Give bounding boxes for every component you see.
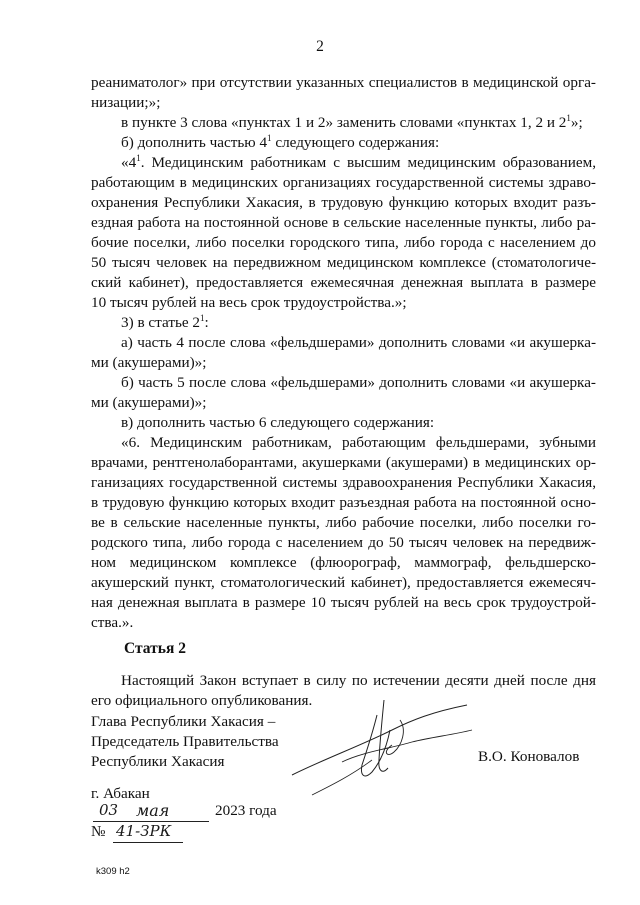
signer-name: В.О. Коновалов: [478, 748, 580, 765]
body-line: ства.».: [91, 614, 134, 631]
body-line: б) часть 5 после слова «фельдшерами» дополнить словами «и акушерка-: [121, 374, 596, 391]
body-line: реаниматолог» при отсутствии указанных специалистов в медицинской орга-: [91, 74, 596, 91]
date-year: 2023 года: [215, 802, 277, 819]
body-line: в трудовую функцию которых входит разъездная работа на постоянной осно-: [91, 494, 596, 511]
body-line: «$4^1$. Медицинским работникам с высшим медицинским образованием,: [121, 153, 596, 171]
body-line: ский кабинет), предоставляется ежемесячная денежная выплата в размере: [91, 274, 596, 291]
body-line: работающим в медицинских организациях государственной системы здраво-: [91, 174, 596, 191]
body-line: врачами, рентгенолаборантами, акушерками (акушерами) в медицинских ор-: [91, 454, 596, 471]
body-line: ная денежная выплата в размере 10 тысяч рублей на весь срок трудоустрой-: [91, 594, 596, 611]
body-line: 50 тысяч человек на передвижном медицинском комплексе (стоматологиче-: [91, 254, 596, 271]
date-day-handwritten: 03: [99, 801, 119, 819]
footer-code: k309 h2: [96, 866, 130, 877]
body-line: ганизациях государственной системы здравоохранения Республики Хакасия,: [91, 474, 596, 491]
body-line: 3) в статье $2^1$:: [121, 313, 209, 331]
body-line: его официального опубликования.: [91, 692, 313, 709]
body-line: а) часть 4 после слова «фельдшерами» дополнить словами «и акушерка-: [121, 334, 596, 351]
body-line: Настоящий Закон вступает в силу по истечении десяти дней после дня: [121, 672, 596, 689]
body-line: охранения Республики Хакасия, в трудовую функцию которых входит разъ-: [91, 194, 596, 211]
handwritten-signature-icon: [282, 690, 482, 800]
body-line: в пункте 3 слова «пунктах 1 и 2» заменить словами «пунктах 1, 2 и $2^1$»;: [121, 113, 583, 131]
body-line: ездная работа на постоянной основе в сельские населенные пункты, либо ра-: [91, 214, 596, 231]
body-line: ми (акушерами)»;: [91, 354, 207, 371]
body-line: акушерский пункт, стоматологический кабинет), предоставляется ежемесяч-: [91, 574, 596, 591]
body-line: 10 тысяч рублей на весь срок трудоустройства.»;: [91, 294, 407, 311]
signatory-title: Председатель Правительства: [91, 733, 279, 750]
body-line: бочие поселки, либо поселки городского типа, либо города с населением до: [91, 234, 596, 251]
city: г. Абакан: [91, 785, 150, 802]
signatory-title: Республики Хакасия: [91, 753, 225, 770]
signatory-title: Глава Республики Хакасия –: [91, 713, 276, 730]
body-line: ми (акушерами)»;: [91, 394, 207, 411]
body-line: ном медицинском комплексе (флюорограф, маммограф, фельдшерско-: [91, 554, 596, 571]
date-month-handwritten: мая: [136, 801, 170, 820]
body-line: низации;»;: [91, 94, 161, 111]
body-line: в) дополнить частью 6 следующего содержания:: [121, 414, 435, 431]
body-line: б) дополнить частью $4^1$ следующего содержания:: [121, 133, 440, 151]
body-line: ве в сельские населенные пункты, либо рабочие поселки, либо поселки го-: [91, 514, 596, 531]
law-number-handwritten: 41-ЗРК: [116, 822, 172, 840]
law-number-prefix: №: [91, 823, 106, 840]
number-underline: [113, 842, 183, 843]
article-heading: Статья 2: [124, 640, 186, 657]
page-number: 2: [316, 38, 324, 55]
body-line: родского типа, либо города с населением до 50 тысяч человек на передвиж-: [91, 534, 596, 551]
body-line: «6. Медицинским работникам, работающим фельдшерами, зубными: [121, 434, 596, 451]
